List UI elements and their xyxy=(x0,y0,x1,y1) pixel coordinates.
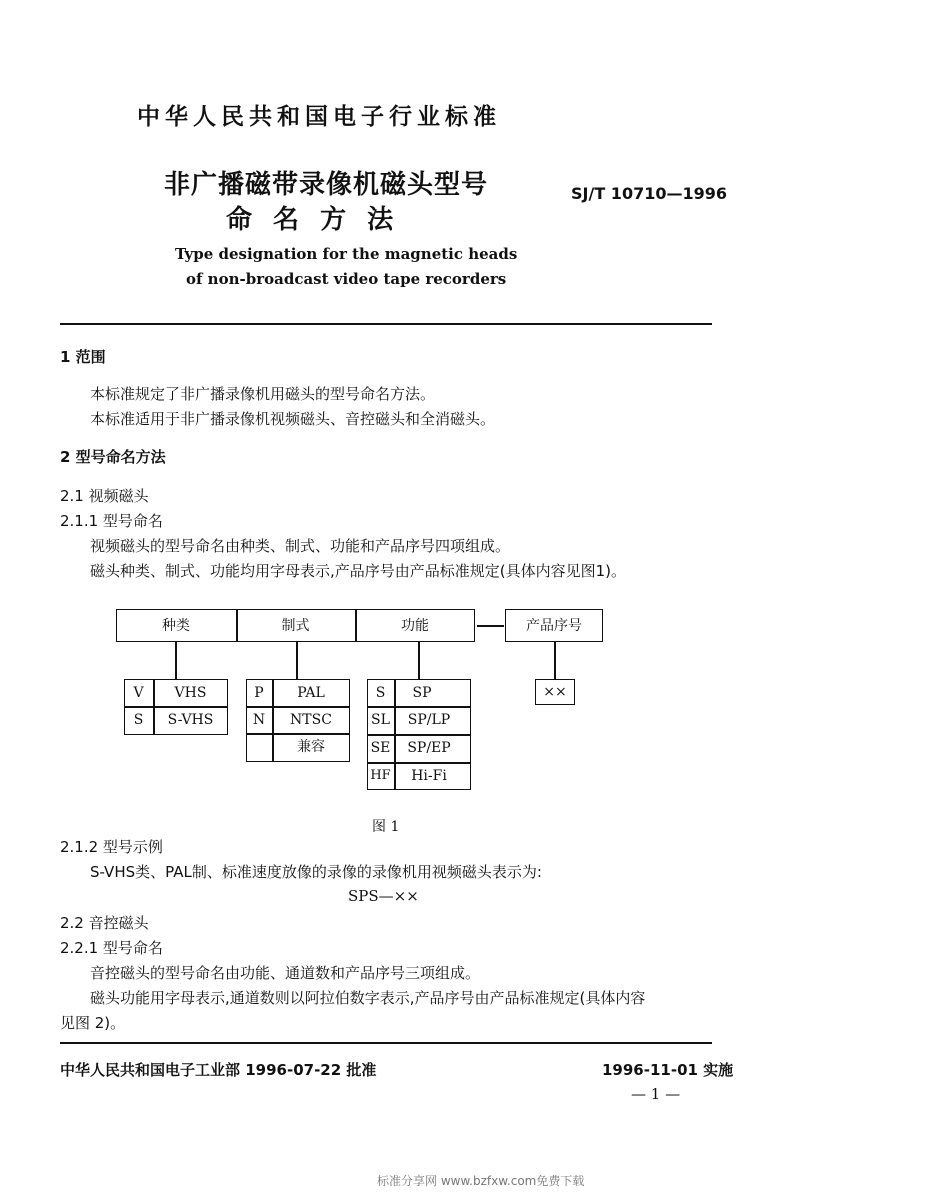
function-table-row-divider-2 xyxy=(367,734,471,736)
section-2-1-1-heading: 2.1.1 型号命名 xyxy=(60,512,163,530)
section-2-2-1-para-2a: 磁头功能用字母表示,通道数则以阿拉伯数字表示,产品序号由产品标准规定(具体内容 xyxy=(90,989,646,1007)
function-name-sp: SP xyxy=(412,685,432,701)
serial-value: ×× xyxy=(543,684,567,700)
watermark-text[interactable]: 标准分享网 www.bzfxw.com免费下载 xyxy=(377,1174,585,1188)
header-serial-label: 产品序号 xyxy=(526,618,582,634)
section-2-1-1-para-2: 磁头种类、制式、功能均用字母表示,产品序号由产品标准规定(具体内容见图1)。 xyxy=(90,562,627,580)
section-2-2-1-heading: 2.2.1 型号命名 xyxy=(60,939,163,957)
figure-1-caption: 图 1 xyxy=(372,819,400,835)
header-function-label: 功能 xyxy=(401,618,429,634)
section-2-heading: 2 型号命名方法 xyxy=(60,448,166,466)
effective-date: 1996-11-01 实施 xyxy=(602,1061,734,1079)
system-connector xyxy=(296,642,298,680)
footer-rule xyxy=(60,1042,712,1044)
kind-connector xyxy=(175,642,177,680)
header-kind-label: 种类 xyxy=(162,618,190,634)
function-table-row-divider-3 xyxy=(367,762,471,764)
serial-connector xyxy=(477,625,504,627)
section-2-1-heading: 2.1 视频磁头 xyxy=(60,487,149,505)
kind-table-row-divider xyxy=(124,706,228,708)
kind-code-s: S xyxy=(133,712,144,728)
function-code-hf: HF xyxy=(370,768,391,783)
english-title-line2: of non-broadcast video tape recorders xyxy=(186,270,507,288)
system-name-ntsc: NTSC xyxy=(290,712,332,728)
kind-code-v: V xyxy=(133,685,144,701)
model-example: SPS—×× xyxy=(348,887,419,905)
system-code-n: N xyxy=(252,712,266,728)
section-1-para-1: 本标准规定了非广播录像机用磁头的型号命名方法。 xyxy=(90,385,436,403)
english-title-line1: Type designation for the magnetic heads xyxy=(175,245,518,263)
system-table-row-divider-1 xyxy=(246,706,350,708)
system-table-row-divider-2 xyxy=(246,733,350,735)
function-table-row-divider-1 xyxy=(367,706,471,708)
document-title-line1: 非广播磁带录像机磁头型号 xyxy=(164,170,489,200)
function-code-s: S xyxy=(375,685,386,701)
kind-name-vhs: VHS xyxy=(174,685,207,701)
system-name-compatible: 兼容 xyxy=(297,739,325,755)
section-2-1-2-para-1: S-VHS类、PAL制、标准速度放像的录像的录像机用视频磁头表示为: xyxy=(90,863,542,881)
section-2-2-1-para-2b: 见图 2)。 xyxy=(60,1014,126,1032)
function-connector xyxy=(418,642,420,680)
standard-code: SJ/T 10710—1996 xyxy=(571,184,727,203)
org-standard-title: 中华人民共和国电子行业标准 xyxy=(137,104,501,130)
kind-name-svhs: S-VHS xyxy=(167,712,214,728)
function-name-spep: SP/EP xyxy=(407,740,451,756)
function-code-se: SE xyxy=(370,740,391,756)
header-rule xyxy=(60,323,712,325)
system-code-p: P xyxy=(254,685,264,701)
section-1-heading: 1 范围 xyxy=(60,348,106,366)
function-name-splp: SP/LP xyxy=(407,712,451,728)
serial-down-connector xyxy=(554,642,556,680)
section-2-1-1-para-1: 视频磁头的型号命名由种类、制式、功能和产品序号四项组成。 xyxy=(90,537,511,555)
document-title-line2: 命 名 方 法 xyxy=(226,205,400,235)
function-code-sl: SL xyxy=(371,712,390,728)
section-2-1-2-heading: 2.1.2 型号示例 xyxy=(60,838,163,856)
page-number: — 1 — xyxy=(631,1085,681,1103)
header-system-label: 制式 xyxy=(281,618,310,634)
system-name-pal: PAL xyxy=(297,685,325,701)
section-2-2-heading: 2.2 音控磁头 xyxy=(60,914,149,932)
section-1-para-2: 本标准适用于非广播录像机视频磁头、音控磁头和全消磁头。 xyxy=(90,410,496,428)
section-2-2-1-para-1: 音控磁头的型号命名由功能、通道数和产品序号三项组成。 xyxy=(90,964,481,982)
approval-line: 中华人民共和国电子工业部 1996-07-22 批准 xyxy=(60,1061,377,1079)
function-name-hifi: Hi-Fi xyxy=(411,768,447,784)
